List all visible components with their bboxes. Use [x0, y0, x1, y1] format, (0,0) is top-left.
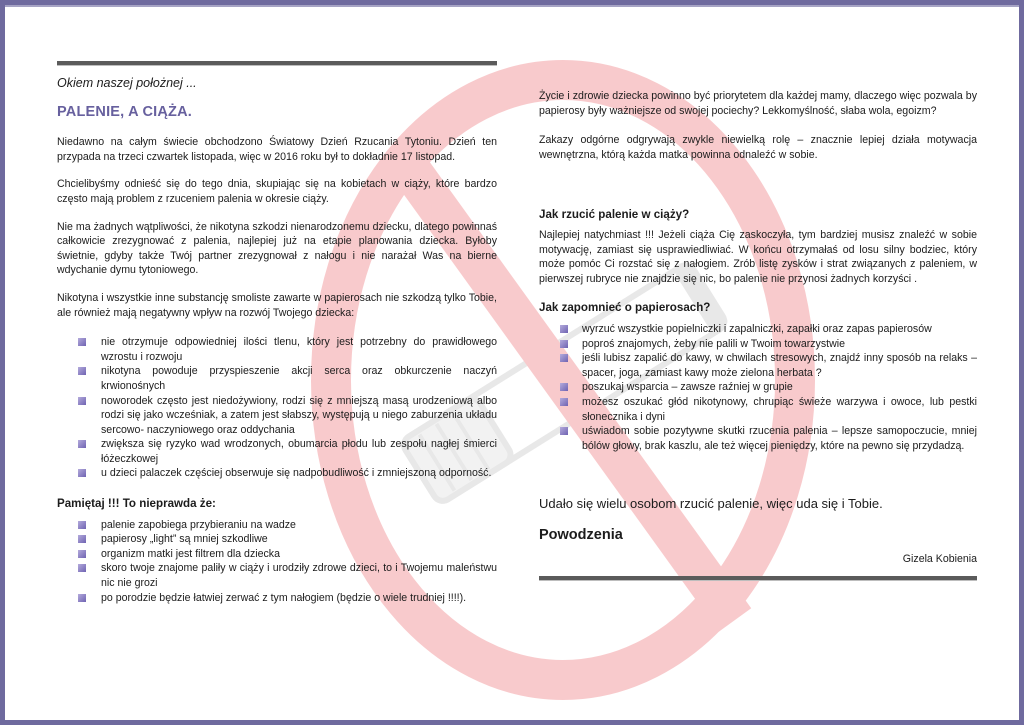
list-item: nie otrzymuje odpowiedniej ilości tlenu, który jest potrzebny do prawidłowego wzrostu i rozwoju — [57, 335, 497, 364]
bullet-icon — [78, 338, 86, 346]
right-column — [539, 89, 977, 581]
paragraph-substances: Nikotyna i wszystkie inne substancję smoliste zawarte w papierosach nie szkodzą tylko Tobie, ale również mają negatywny wpływ na rozwój Twojego dziecka: — [57, 291, 497, 319]
bullet-icon — [78, 367, 86, 375]
list-item: palenie zapobiega przybieraniu na wadze — [57, 518, 497, 533]
bullet-icon — [78, 397, 86, 405]
bullet-icon — [78, 440, 86, 448]
effects-list — [57, 335, 497, 481]
article-title: PALENIE, A CIĄŻA. — [57, 103, 192, 120]
myths-list — [57, 518, 497, 606]
list-item: organizm matki jest filtrem dla dziecka — [57, 547, 497, 562]
paragraph-how-to-quit: Najlepiej natychmiast !!! Jeżeli ciąża Cię zaskoczyła, tym bardziej musisz znaleźć w sobie motywację, zamiast się usprawiedliwiać. W końcu otrzymałaś od losu silny bodziec, który może pomóc Ci rozstać się z nałogiem. Zrób listę zysków i strat związanych z paleniem, w pierwszej rubryce nie znajdzie się nic, bo palenie nie przynosi żadnych korzyści . — [539, 228, 977, 285]
goodbye-line: Powodzenia — [539, 526, 623, 543]
bottom-rule-right — [539, 576, 977, 581]
article-subtitle: Okiem naszej położnej ... — [57, 76, 197, 90]
myths-heading: Pamiętaj !!! To nieprawda że: — [57, 497, 216, 511]
bullet-icon — [78, 564, 86, 572]
list-item: poproś znajomych, żeby nie palili w Twoim towarzystwie — [539, 337, 977, 352]
list-item: noworodek często jest niedożywiony, rodzi się z mniejszą masą urodzeniową albo rodzi się jako wcześniak, a zatem jest słabszy, występują u niego zaburzenia układu sercowo- naczyniowego oraz oddychania — [57, 394, 497, 438]
left-column — [57, 61, 497, 605]
list-item: uświadom sobie pozytywne skutki rzucenia palenia – lepsze samopoczucie, mniej bólów głowy, brak kaszlu, ale też więcej pieniędzy, które na pewno się przydadzą. — [539, 424, 977, 453]
bullet-icon — [560, 383, 568, 391]
list-item: skoro twoje znajome paliły w ciąży i urodziły zdrowe dzieci, to i Twojemu maleństwu nic nie grozi — [57, 561, 497, 590]
bullet-icon — [560, 340, 568, 348]
list-item: zwiększa się ryzyko wad wrodzonych, obumarcia płodu lub zespołu nagłej śmierci łóżeczkowej — [57, 437, 497, 466]
paragraph-focus: Chcielibyśmy odnieść się do tego dnia, skupiając się na kobietach w ciąży, które bardzo często mają problem z rzuceniem palenia w okresie ciąży. — [57, 178, 497, 205]
tips-list — [539, 322, 977, 453]
paragraph-priority: Życie i zdrowie dziecka powinno być priorytetem dla każdej mamy, dlaczego więc pozwala by papierosy były ważniejsze od swojej pociechy? Lekkomyślność, słaba wola, egoizm? — [539, 90, 977, 117]
list-item: poszukaj wsparcia – zawsze raźniej w grupie — [539, 380, 977, 395]
closing-line: Udało się wielu osobom rzucić palenie, więc uda się i Tobie. — [539, 496, 883, 512]
bullet-icon — [78, 594, 86, 602]
bullet-icon — [78, 521, 86, 529]
list-item: nikotyna powoduje przyspieszenie akcji serca oraz obkurczenie naczyń krwionośnych — [57, 364, 497, 393]
bullet-icon — [560, 427, 568, 435]
list-item: po porodzie będzie łatwiej zerwać z tym nałogiem (będzie o wiele trudniej !!!!). — [57, 591, 497, 606]
bullet-icon — [78, 469, 86, 477]
list-item: u dzieci palaczek częściej obserwuje się nadpobudliwość i zmniejszoną odporność. — [57, 466, 497, 481]
list-item: wyrzuć wszystkie popielniczki i zapalniczki, zapałki oraz zapas papierosów — [539, 322, 977, 337]
list-item: możesz oszukać głód nikotynowy, chrupiąc świeże warzywa i owoce, lub pestki słonecznika i dyni — [539, 395, 977, 424]
page-top-edge — [5, 5, 1019, 7]
author-signature: Gizela Kobienia — [902, 553, 977, 566]
top-rule-left — [57, 61, 497, 66]
bullet-icon — [560, 398, 568, 406]
paragraph-motivation: Zakazy odgórne odgrywają zwykle niewielką rolę – znacznie lepiej działa motywacja wewnętrzna, którą każda matka powinna odnaleźć w sobie. — [539, 134, 977, 161]
list-item: papierosy „light” są mniej szkodliwe — [57, 532, 497, 547]
how-to-quit-heading: Jak rzucić palenie w ciąży? — [539, 208, 690, 222]
list-item: jeśli lubisz zapalić do kawy, w chwilach stresowych, znajdź inny sposób na relaks – spacer, joga, zamiast kawy może zielona herbata ? — [539, 351, 977, 380]
paragraph-intro: Niedawno na całym świecie obchodzono Światowy Dzień Rzucania Tytoniu. Dzień ten przypada na trzeci czwartek listopada, więc w 2016 roku był to dokładnie 17 listopad. — [57, 136, 497, 163]
bullet-icon — [78, 550, 86, 558]
bullet-icon — [78, 535, 86, 543]
bullet-icon — [560, 354, 568, 362]
paragraph-nicotine: Nie ma żadnych wątpliwości, że nikotyna szkodzi nienarodzonemu dziecku, dlatego powinnaś całkowicie zrezygnować z palenia, najlepiej już na etapie planowania dziecka. Byłoby świetnie, gdyby także Twój partner zrezygnował z nałogu i nie narażał Was na bierne wdychanie dymu tytoniowego. — [57, 220, 497, 277]
bullet-icon — [560, 325, 568, 333]
forget-heading: Jak zapomnieć o papierosach? — [539, 301, 711, 315]
